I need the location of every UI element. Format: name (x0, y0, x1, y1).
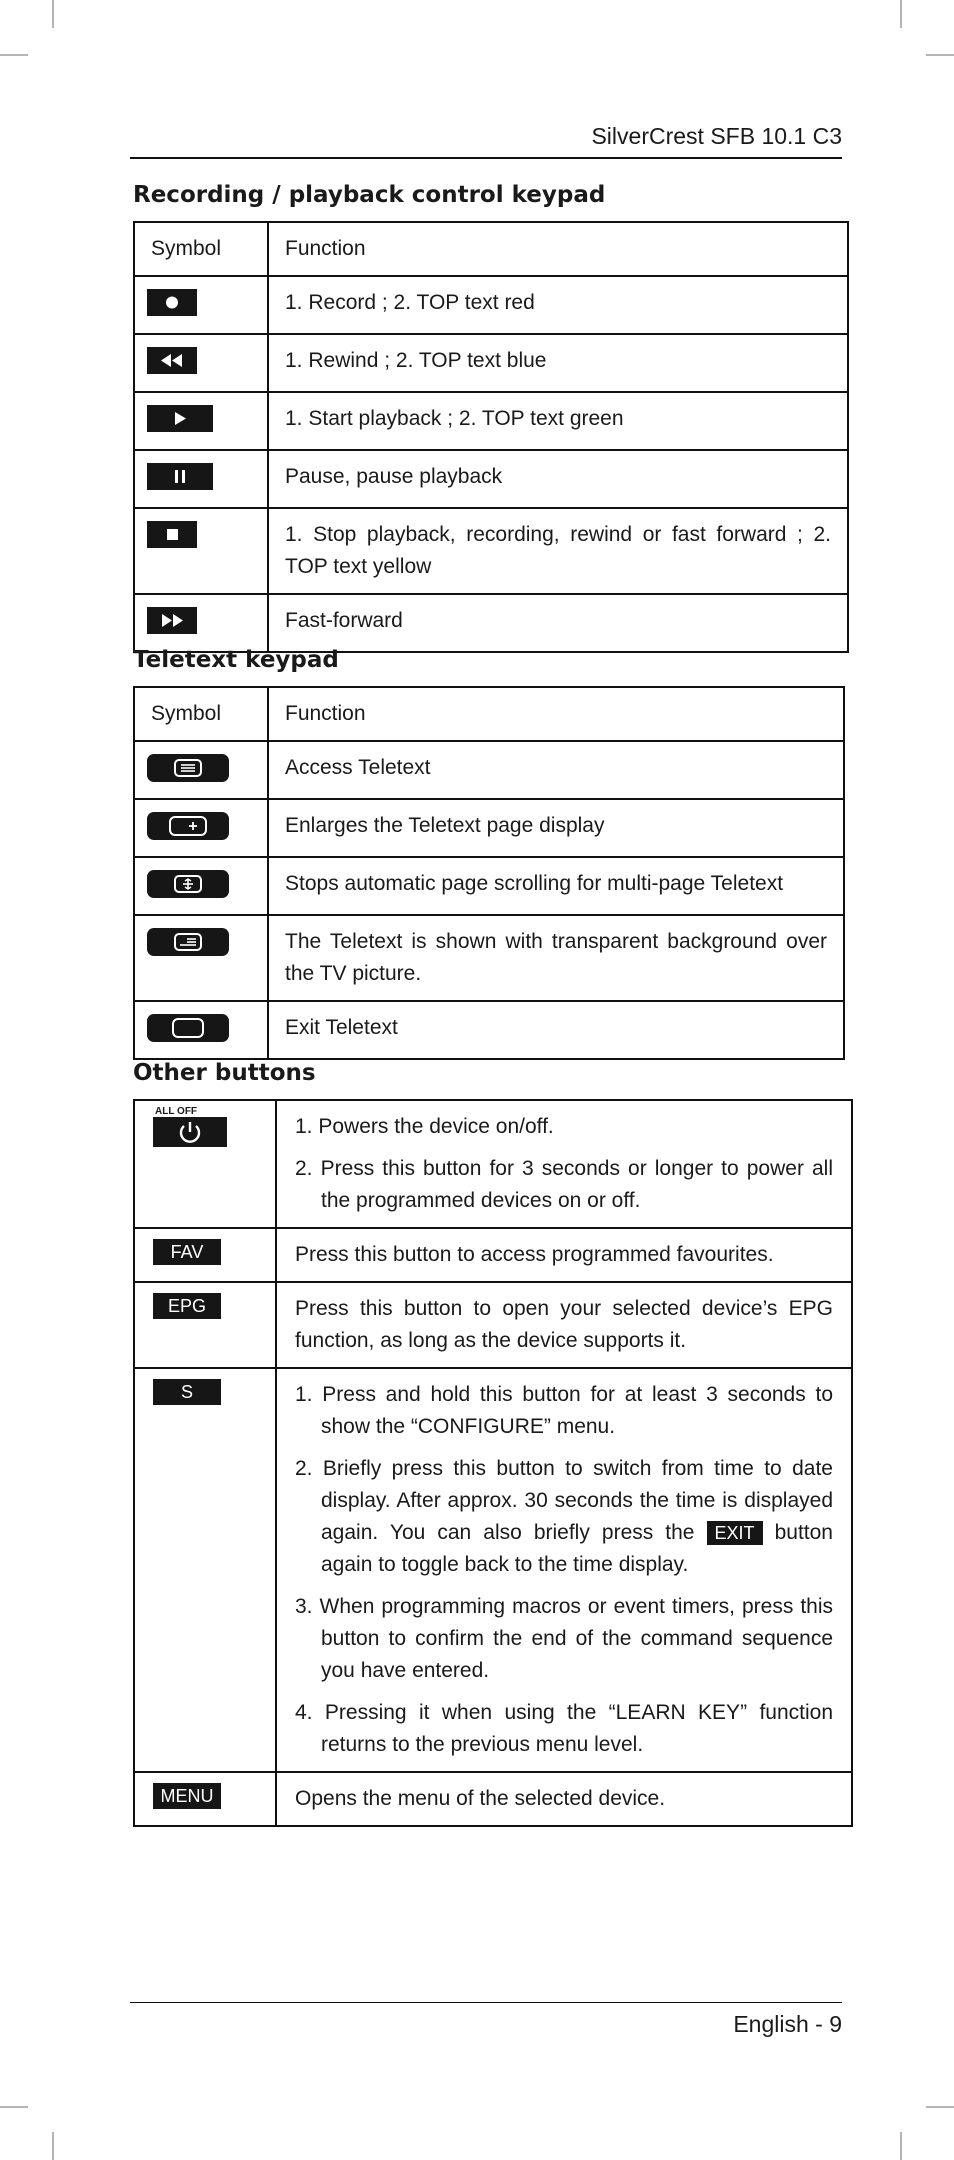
section-title-teletext: Teletext keypad (133, 647, 339, 673)
table-row (134, 276, 848, 334)
table-row (134, 392, 848, 450)
teletext-table (133, 686, 845, 1060)
table-row (134, 1001, 844, 1059)
symbol-cell (134, 1100, 276, 1228)
power-description (295, 1111, 833, 1217)
crop-mark (900, 0, 902, 28)
table-row (134, 857, 844, 915)
power-caption: ALL OFF (155, 1106, 198, 1117)
table-row (134, 508, 848, 594)
s-description (295, 1379, 833, 1761)
symbol-cell (134, 1001, 268, 1059)
table-row (134, 334, 848, 392)
recording-table (133, 221, 849, 653)
crop-mark (0, 2106, 28, 2108)
table-row (134, 741, 844, 799)
function-cell: Access Teletext (268, 741, 844, 799)
page-footer: English - 9 (130, 2002, 842, 2038)
symbol-cell (134, 1368, 276, 1772)
crop-mark (52, 0, 54, 28)
function-cell: 1. Record ; 2. TOP text red (268, 276, 848, 334)
function-cell: Press this button to open your selected device’s EPG function, as long as the device supports it. (276, 1282, 852, 1368)
menu-key-label: MENU (153, 1783, 221, 1809)
stop-icon (147, 521, 197, 548)
teletext-enlarge-icon (147, 812, 229, 840)
table-row (134, 799, 844, 857)
table-row (134, 1100, 852, 1228)
epg-key-label: EPG (153, 1293, 221, 1319)
function-cell: 1. Start playback ; 2. TOP text green (268, 392, 848, 450)
function-cell (276, 1100, 852, 1228)
table-row (134, 450, 848, 508)
function-cell: Pause, pause playback (268, 450, 848, 508)
rewind-icon (147, 347, 197, 374)
symbol-cell (134, 334, 268, 392)
crop-mark (52, 2132, 54, 2160)
function-cell (276, 1368, 852, 1772)
teletext-exit-icon (147, 1014, 229, 1042)
list-item: 1. Powers the device on/off. (295, 1115, 554, 1138)
other-buttons-table (133, 1099, 853, 1827)
function-cell: 1. Rewind ; 2. TOP text blue (268, 334, 848, 392)
symbol-cell (134, 1228, 276, 1282)
symbol-cell (134, 857, 268, 915)
table-row (134, 1772, 852, 1826)
fast-forward-icon (147, 607, 197, 634)
list-item: 4. Pressing it when using the “LEARN KEY” function returns to the previous menu level. (295, 1701, 833, 1756)
symbol-cell (134, 1772, 276, 1826)
function-cell: Exit Teletext (268, 1001, 844, 1059)
section-title-recording: Recording / playback control keypad (133, 182, 606, 208)
section-title-other: Other buttons (133, 1060, 316, 1086)
column-header-function: Function (268, 222, 848, 276)
crop-mark (926, 54, 954, 56)
page-header: SilverCrest SFB 10.1 C3 (130, 123, 842, 159)
list-item (295, 1453, 833, 1581)
function-cell: Stops automatic page scrolling for multi-page Teletext (268, 857, 844, 915)
column-header-symbol: Symbol (134, 687, 268, 741)
list-item: 2. Press this button for 3 seconds or longer to power all the programmed devices on or off. (295, 1157, 833, 1212)
symbol-cell (134, 741, 268, 799)
crop-mark (926, 2106, 954, 2108)
fav-key-label: FAV (153, 1239, 221, 1265)
crop-mark (900, 2132, 902, 2160)
crop-mark (0, 54, 28, 56)
symbol-cell (134, 1282, 276, 1368)
symbol-cell (134, 508, 268, 594)
table-header-row (134, 222, 848, 276)
table-row (134, 915, 844, 1001)
table-row (134, 1282, 852, 1368)
teletext-icon (147, 754, 229, 782)
teletext-mix-icon (147, 928, 229, 956)
symbol-cell (134, 915, 268, 1001)
function-cell: Fast-forward (268, 594, 848, 652)
function-cell: 1. Stop playback, recording, rewind or fast forward ; 2. TOP text yellow (268, 508, 848, 594)
play-icon (147, 405, 213, 432)
record-icon (147, 289, 197, 316)
symbol-cell (134, 392, 268, 450)
list-item: 1. Press and hold this button for at least 3 seconds to show the “CONFIGURE” menu. (295, 1383, 833, 1438)
exit-key-label: EXIT (707, 1521, 763, 1545)
pause-icon (147, 463, 213, 490)
table-row (134, 594, 848, 652)
function-cell: Press this button to access programmed favourites. (276, 1228, 852, 1282)
symbol-cell (134, 799, 268, 857)
table-row (134, 1368, 852, 1772)
teletext-hold-icon (147, 870, 229, 898)
s-key-label: S (153, 1379, 221, 1405)
table-row (134, 1228, 852, 1282)
symbol-cell (134, 450, 268, 508)
list-item-text: 2. Briefly press this button to switch from time to date display. After approx. 30 seconds the time is displayed again. You can also briefly press the (295, 1457, 833, 1544)
list-item-text: button again to toggle back to the time display. (321, 1521, 833, 1576)
function-cell: Opens the menu of the selected device. (276, 1772, 852, 1826)
symbol-cell (134, 594, 268, 652)
table-header-row (134, 687, 844, 741)
column-header-symbol: Symbol (134, 222, 268, 276)
power-icon (153, 1117, 227, 1147)
function-cell: The Teletext is shown with transparent background over the TV picture. (268, 915, 844, 1001)
symbol-cell (134, 276, 268, 334)
function-cell: Enlarges the Teletext page display (268, 799, 844, 857)
column-header-function: Function (268, 687, 844, 741)
list-item: 3. When programming macros or event timers, press this button to confirm the end of the command sequence you have entered. (295, 1595, 833, 1682)
